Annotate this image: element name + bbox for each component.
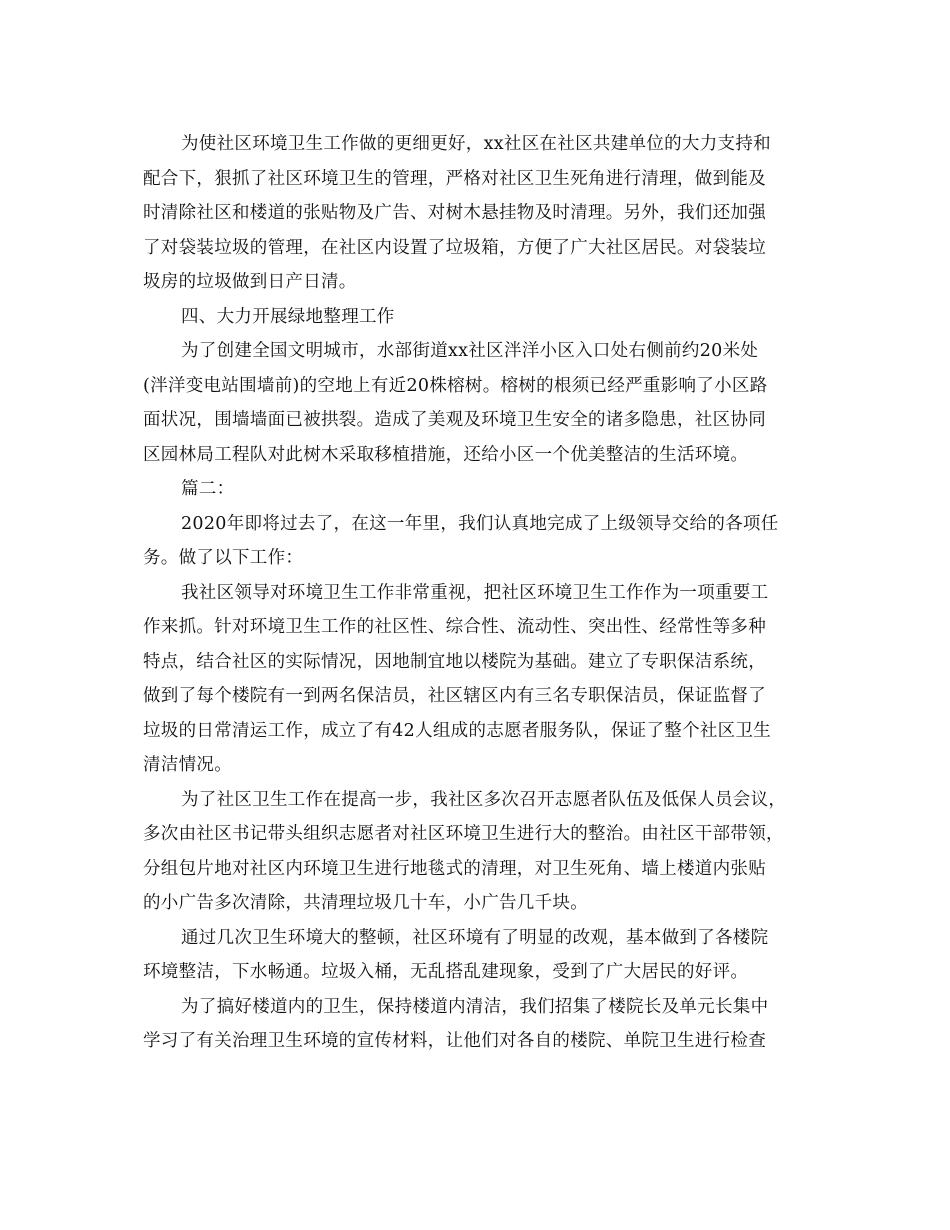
text-line: 作来抓。针对环境卫生工作的社区性、综合性、流动性、突出性、经常性等多种 (143, 617, 766, 637)
section-heading: 四、大力开展绿地整理工作 (181, 306, 395, 327)
text-line: 为使社区环境卫生工作做的更细更好，xx社区在社区共建单位的大力支持和 (181, 134, 771, 154)
text-line: 分组包片地对社区内环境卫生进行地毯式的清理，对卫生死角、墙上楼道内张贴 (143, 858, 766, 879)
text-line: 垃圾的日常清运工作，成立了有42人组成的志愿者服务队，保证了整个社区卫生 (143, 720, 772, 741)
text-line: 的小广告多次清除，共清理垃圾几十车，小广告几千块。 (143, 893, 588, 913)
text-line: 区园林局工程队对此树木采取移植措施，还给小区一个优美整洁的生活环境。 (143, 444, 749, 465)
text-line: 了对袋装垃圾的管理，在社区内设置了垃圾箱，方便了广大社区居民。对袋装垃 (143, 237, 766, 258)
text-line: 为了创建全国文明城市，水部街道xx社区泮洋小区入口处右侧前约20米处 (181, 341, 759, 361)
text-line: 特点，结合社区的实际情况，因地制宜地以楼院为基础。建立了专职保洁系统， (143, 651, 766, 672)
document-body (143, 127, 808, 1059)
text-line: 时清除社区和楼道的张贴物及广告、对树木悬挂物及时清理。另外，我们还加强 (143, 203, 766, 223)
text-line: 学习了有关治理卫生环境的宣传材料，让他们对各自的楼院、单院卫生进行检查 (143, 1031, 766, 1051)
text-line: (泮洋变电站围墙前)的空地上有近20株榕树。榕树的根须已经严重影响了小区路 (143, 375, 768, 396)
text-line: 通过几次卫生环境大的整顿，社区环境有了明显的改观，基本做到了各楼院 (181, 927, 769, 948)
section-heading: 篇二： (181, 479, 235, 499)
text-line: 清洁情况。 (143, 755, 232, 775)
text-line: 为了社区卫生工作在提高一步，我社区多次召开志愿者队伍及低保人员会议， (181, 789, 787, 810)
text-line: 圾房的垃圾做到日产日清。 (143, 272, 357, 292)
text-line: 面状况，围墙墙面已被拱裂。造成了美观及环境卫生安全的诸多隐患，社区协同 (143, 410, 766, 430)
text-line: 我社区领导对环境卫生工作非常重视，把社区环境卫生工作作为一项重要工 (181, 582, 769, 603)
text-line: 2020年即将过去了，在这一年里，我们认真地完成了上级领导交给的各项任 (181, 513, 779, 534)
text-line: 务。做了以下工作： (143, 548, 304, 568)
text-line: 做到了每个楼院有一到两名保洁员，社区辖区内有三名专职保洁员，保证监督了 (143, 686, 766, 706)
text-line: 环境整洁，下水畅通。垃圾入桶，无乱搭乱建现象，受到了广大居民的好评。 (143, 962, 749, 982)
text-line: 为了搞好楼道内的卫生，保持楼道内清洁，我们招集了楼院长及单元长集中 (181, 996, 769, 1017)
text-line: 多次由社区书记带头组织志愿者对社区环境卫生进行大的整治。由社区干部带领， (143, 824, 784, 844)
text-line: 配合下，狠抓了社区环境卫生的管理，严格对社区卫生死角进行清理，做到能及 (143, 168, 766, 189)
